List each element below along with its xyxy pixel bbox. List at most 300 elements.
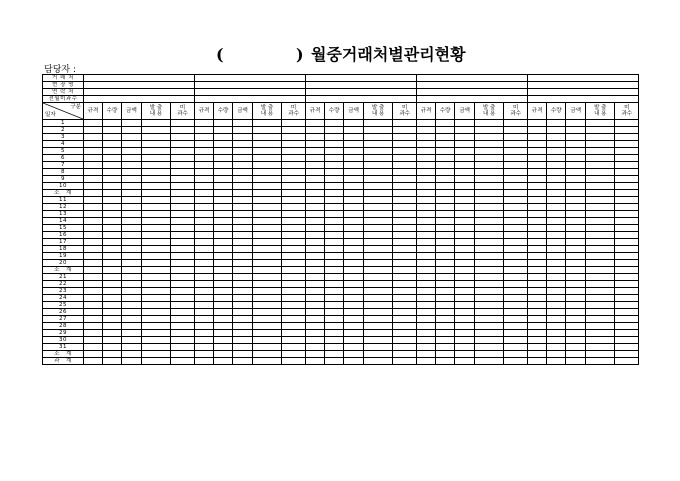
entry-cell xyxy=(417,351,436,358)
entry-cell xyxy=(171,148,195,155)
day-row xyxy=(43,218,639,225)
entry-cell xyxy=(475,218,504,225)
entry-cell xyxy=(214,232,233,239)
entry-cell xyxy=(436,281,455,288)
entry-cell xyxy=(586,127,615,134)
entry-cell xyxy=(547,253,566,260)
entry-cell xyxy=(586,330,615,337)
entry-cell xyxy=(253,295,282,302)
entry-cell xyxy=(122,302,142,309)
entry-cell xyxy=(475,204,504,211)
entry-cell xyxy=(344,155,364,162)
entry-cell xyxy=(344,281,364,288)
entry-cell xyxy=(253,344,282,351)
entry-cell xyxy=(364,260,393,267)
entry-cell xyxy=(475,169,504,176)
entry-cell xyxy=(282,120,306,127)
entry-cell xyxy=(364,281,393,288)
entry-cell xyxy=(566,127,586,134)
entry-cell xyxy=(615,218,639,225)
entry-cell xyxy=(364,134,393,141)
entry-cell xyxy=(195,295,214,302)
entry-cell xyxy=(306,134,325,141)
entry-cell xyxy=(171,274,195,281)
entry-cell xyxy=(195,211,214,218)
entry-cell xyxy=(528,239,547,246)
entry-cell xyxy=(171,190,195,197)
day-label: 13 xyxy=(43,211,84,218)
entry-cell xyxy=(195,323,214,330)
info-row-label: 거 래 처 xyxy=(43,75,84,82)
entry-cell xyxy=(122,239,142,246)
entry-cell xyxy=(364,120,393,127)
entry-cell xyxy=(84,162,103,169)
entry-cell xyxy=(325,253,344,260)
entry-cell xyxy=(436,267,455,274)
entry-cell xyxy=(344,309,364,316)
entry-cell xyxy=(504,155,528,162)
entry-cell xyxy=(233,169,253,176)
entry-cell xyxy=(417,141,436,148)
info-cell xyxy=(195,89,306,96)
entry-cell xyxy=(393,281,417,288)
entry-cell xyxy=(253,246,282,253)
entry-cell xyxy=(364,302,393,309)
entry-cell xyxy=(528,295,547,302)
entry-cell xyxy=(364,246,393,253)
entry-cell xyxy=(566,162,586,169)
entry-cell xyxy=(586,155,615,162)
entry-cell xyxy=(103,302,122,309)
entry-cell xyxy=(122,330,142,337)
entry-cell xyxy=(455,127,475,134)
entry-cell xyxy=(586,141,615,148)
entry-cell xyxy=(103,274,122,281)
entry-cell xyxy=(547,302,566,309)
entry-cell xyxy=(306,225,325,232)
entry-cell xyxy=(103,141,122,148)
entry-cell xyxy=(122,197,142,204)
entry-cell xyxy=(436,323,455,330)
day-label: 22 xyxy=(43,281,84,288)
entry-cell xyxy=(122,246,142,253)
entry-cell xyxy=(214,239,233,246)
entry-cell xyxy=(528,169,547,176)
entry-cell xyxy=(233,337,253,344)
entry-cell xyxy=(504,197,528,204)
entry-cell xyxy=(566,190,586,197)
entry-cell xyxy=(306,274,325,281)
info-row xyxy=(43,89,639,96)
entry-cell xyxy=(344,260,364,267)
column-header: 미 과수 xyxy=(171,103,195,120)
day-row xyxy=(43,295,639,302)
entry-cell xyxy=(344,127,364,134)
entry-cell xyxy=(195,260,214,267)
entry-cell xyxy=(417,267,436,274)
entry-cell xyxy=(233,351,253,358)
entry-cell xyxy=(325,344,344,351)
day-row xyxy=(43,169,639,176)
entry-cell xyxy=(586,183,615,190)
entry-cell xyxy=(504,267,528,274)
day-label: 7 xyxy=(43,162,84,169)
entry-cell xyxy=(306,197,325,204)
column-header: 규격 xyxy=(417,103,436,120)
entry-cell xyxy=(325,281,344,288)
entry-cell xyxy=(566,337,586,344)
column-header: 수량 xyxy=(547,103,566,120)
entry-cell xyxy=(475,246,504,253)
entry-cell xyxy=(253,302,282,309)
column-header: 미 과수 xyxy=(393,103,417,120)
entry-cell xyxy=(475,337,504,344)
day-row xyxy=(43,246,639,253)
entry-cell xyxy=(142,302,171,309)
entry-cell xyxy=(103,337,122,344)
entry-cell xyxy=(84,260,103,267)
entry-cell xyxy=(171,232,195,239)
entry-cell xyxy=(233,267,253,274)
entry-cell xyxy=(475,323,504,330)
entry-cell xyxy=(475,225,504,232)
day-label: 24 xyxy=(43,295,84,302)
entry-cell xyxy=(195,253,214,260)
entry-cell xyxy=(142,162,171,169)
entry-cell xyxy=(306,316,325,323)
entry-cell xyxy=(195,274,214,281)
entry-cell xyxy=(615,197,639,204)
entry-cell xyxy=(547,162,566,169)
entry-cell xyxy=(528,309,547,316)
day-label: 6 xyxy=(43,155,84,162)
day-label: 19 xyxy=(43,253,84,260)
entry-cell xyxy=(325,134,344,141)
entry-cell xyxy=(122,141,142,148)
entry-cell xyxy=(547,218,566,225)
entry-cell xyxy=(393,183,417,190)
entry-cell xyxy=(195,162,214,169)
entry-cell xyxy=(142,288,171,295)
entry-cell xyxy=(325,211,344,218)
entry-cell xyxy=(306,176,325,183)
entry-cell xyxy=(504,260,528,267)
entry-cell xyxy=(364,176,393,183)
entry-cell xyxy=(586,148,615,155)
entry-cell xyxy=(586,351,615,358)
entry-cell xyxy=(103,288,122,295)
entry-cell xyxy=(84,302,103,309)
entry-cell xyxy=(122,323,142,330)
entry-cell xyxy=(214,337,233,344)
entry-cell xyxy=(306,246,325,253)
entry-cell xyxy=(103,260,122,267)
entry-cell xyxy=(344,183,364,190)
entry-cell xyxy=(142,169,171,176)
entry-cell xyxy=(455,141,475,148)
entry-cell xyxy=(455,155,475,162)
entry-cell xyxy=(344,351,364,358)
entry-cell xyxy=(547,281,566,288)
entry-cell xyxy=(393,274,417,281)
entry-cell xyxy=(142,330,171,337)
entry-cell xyxy=(142,295,171,302)
entry-cell xyxy=(344,204,364,211)
entry-cell xyxy=(586,358,615,365)
entry-cell xyxy=(566,267,586,274)
entry-cell xyxy=(122,127,142,134)
entry-cell xyxy=(171,330,195,337)
entry-cell xyxy=(547,274,566,281)
entry-cell xyxy=(142,351,171,358)
entry-cell xyxy=(528,274,547,281)
entry-cell xyxy=(436,337,455,344)
day-label: 11 xyxy=(43,197,84,204)
entry-cell xyxy=(142,246,171,253)
entry-cell xyxy=(417,169,436,176)
entry-cell xyxy=(504,351,528,358)
corner-top-label: 구분 xyxy=(70,104,81,110)
entry-cell xyxy=(195,239,214,246)
entry-cell xyxy=(282,127,306,134)
entry-cell xyxy=(547,183,566,190)
day-label: 4 xyxy=(43,141,84,148)
entry-cell xyxy=(547,211,566,218)
entry-cell xyxy=(122,155,142,162)
entry-cell xyxy=(122,260,142,267)
entry-cell xyxy=(171,344,195,351)
entry-cell xyxy=(586,120,615,127)
day-row xyxy=(43,274,639,281)
entry-cell xyxy=(528,358,547,365)
entry-cell xyxy=(233,204,253,211)
column-header: 미 과수 xyxy=(282,103,306,120)
entry-cell xyxy=(306,260,325,267)
entry-cell xyxy=(475,211,504,218)
entry-cell xyxy=(282,260,306,267)
entry-cell xyxy=(504,169,528,176)
entry-cell xyxy=(547,127,566,134)
entry-cell xyxy=(566,204,586,211)
entry-cell xyxy=(393,302,417,309)
entry-cell xyxy=(586,176,615,183)
entry-cell xyxy=(615,141,639,148)
entry-cell xyxy=(325,127,344,134)
entry-cell xyxy=(103,232,122,239)
entry-cell xyxy=(306,288,325,295)
entry-cell xyxy=(586,239,615,246)
entry-cell xyxy=(282,267,306,274)
entry-cell xyxy=(566,141,586,148)
entry-cell xyxy=(195,232,214,239)
entry-cell xyxy=(325,190,344,197)
entry-cell xyxy=(393,246,417,253)
column-header: 발 출 내 용 xyxy=(475,103,504,120)
entry-cell xyxy=(455,330,475,337)
entry-cell xyxy=(615,176,639,183)
entry-cell xyxy=(306,253,325,260)
entry-cell xyxy=(84,120,103,127)
entry-cell xyxy=(325,267,344,274)
column-header: 금액 xyxy=(344,103,364,120)
entry-cell xyxy=(364,358,393,365)
entry-cell xyxy=(325,176,344,183)
entry-cell xyxy=(393,204,417,211)
entry-cell xyxy=(84,323,103,330)
entry-cell xyxy=(214,225,233,232)
entry-cell xyxy=(475,288,504,295)
entry-cell xyxy=(103,183,122,190)
entry-cell xyxy=(417,120,436,127)
entry-cell xyxy=(344,267,364,274)
entry-cell xyxy=(103,351,122,358)
entry-cell xyxy=(566,155,586,162)
entry-cell xyxy=(586,232,615,239)
entry-cell xyxy=(364,351,393,358)
entry-cell xyxy=(282,351,306,358)
entry-cell xyxy=(142,337,171,344)
day-label: 23 xyxy=(43,288,84,295)
entry-cell xyxy=(547,120,566,127)
day-label: 20 xyxy=(43,260,84,267)
entry-cell xyxy=(586,288,615,295)
entry-cell xyxy=(475,309,504,316)
entry-cell xyxy=(455,134,475,141)
entry-cell xyxy=(306,218,325,225)
entry-cell xyxy=(195,225,214,232)
entry-cell xyxy=(103,197,122,204)
entry-cell xyxy=(214,253,233,260)
entry-cell xyxy=(455,295,475,302)
day-label: 29 xyxy=(43,330,84,337)
entry-cell xyxy=(282,358,306,365)
entry-cell xyxy=(417,288,436,295)
entry-cell xyxy=(615,295,639,302)
entry-cell xyxy=(475,155,504,162)
entry-cell xyxy=(103,330,122,337)
entry-cell xyxy=(344,141,364,148)
entry-cell xyxy=(417,316,436,323)
entry-cell xyxy=(195,281,214,288)
entry-cell xyxy=(393,267,417,274)
entry-cell xyxy=(547,190,566,197)
corner-bottom-label: 일자 xyxy=(45,112,56,118)
entry-cell xyxy=(417,246,436,253)
entry-cell xyxy=(103,323,122,330)
entry-cell xyxy=(586,344,615,351)
entry-cell xyxy=(436,358,455,365)
entry-cell xyxy=(103,267,122,274)
entry-cell xyxy=(214,351,233,358)
entry-cell xyxy=(103,148,122,155)
entry-cell xyxy=(455,225,475,232)
entry-cell xyxy=(586,295,615,302)
entry-cell xyxy=(436,176,455,183)
entry-cell xyxy=(253,274,282,281)
entry-cell xyxy=(504,309,528,316)
entry-cell xyxy=(84,316,103,323)
day-label: 3 xyxy=(43,134,84,141)
day-label: 소 계 xyxy=(43,190,84,197)
entry-cell xyxy=(547,176,566,183)
entry-cell xyxy=(393,260,417,267)
entry-cell xyxy=(171,141,195,148)
entry-cell xyxy=(325,162,344,169)
entry-cell xyxy=(504,344,528,351)
entry-cell xyxy=(504,330,528,337)
entry-cell xyxy=(233,330,253,337)
entry-cell xyxy=(142,323,171,330)
entry-cell xyxy=(282,330,306,337)
entry-cell xyxy=(455,351,475,358)
day-row xyxy=(43,225,639,232)
entry-cell xyxy=(566,330,586,337)
entry-cell xyxy=(504,295,528,302)
entry-cell xyxy=(615,246,639,253)
entry-cell xyxy=(282,253,306,260)
entry-cell xyxy=(253,148,282,155)
entry-cell xyxy=(233,148,253,155)
entry-cell xyxy=(325,148,344,155)
entry-cell xyxy=(615,162,639,169)
entry-cell xyxy=(364,148,393,155)
entry-cell xyxy=(103,134,122,141)
entry-cell xyxy=(214,120,233,127)
entry-cell xyxy=(436,330,455,337)
entry-cell xyxy=(528,190,547,197)
entry-cell xyxy=(528,141,547,148)
entry-cell xyxy=(528,155,547,162)
day-row xyxy=(43,127,639,134)
entry-cell xyxy=(253,204,282,211)
entry-cell xyxy=(142,225,171,232)
entry-cell xyxy=(417,190,436,197)
entry-cell xyxy=(122,267,142,274)
entry-cell xyxy=(306,162,325,169)
entry-cell xyxy=(417,127,436,134)
entry-cell xyxy=(586,162,615,169)
entry-cell xyxy=(214,288,233,295)
entry-cell xyxy=(393,344,417,351)
entry-cell xyxy=(586,225,615,232)
entry-cell xyxy=(214,302,233,309)
entry-cell xyxy=(436,155,455,162)
entry-cell xyxy=(547,134,566,141)
entry-cell xyxy=(325,337,344,344)
entry-cell xyxy=(615,267,639,274)
entry-cell xyxy=(615,288,639,295)
entry-cell xyxy=(364,190,393,197)
info-cell xyxy=(528,82,639,89)
entry-cell xyxy=(84,169,103,176)
entry-cell xyxy=(306,211,325,218)
entry-cell xyxy=(455,344,475,351)
entry-cell xyxy=(436,295,455,302)
entry-cell xyxy=(504,176,528,183)
entry-cell xyxy=(475,358,504,365)
entry-cell xyxy=(615,330,639,337)
entry-cell xyxy=(282,190,306,197)
entry-cell xyxy=(455,337,475,344)
info-cell xyxy=(84,89,195,96)
day-label: 2 xyxy=(43,127,84,134)
entry-cell xyxy=(195,148,214,155)
entry-cell xyxy=(586,204,615,211)
day-label: 18 xyxy=(43,246,84,253)
entry-cell xyxy=(84,274,103,281)
entry-cell xyxy=(504,120,528,127)
entry-cell xyxy=(253,155,282,162)
